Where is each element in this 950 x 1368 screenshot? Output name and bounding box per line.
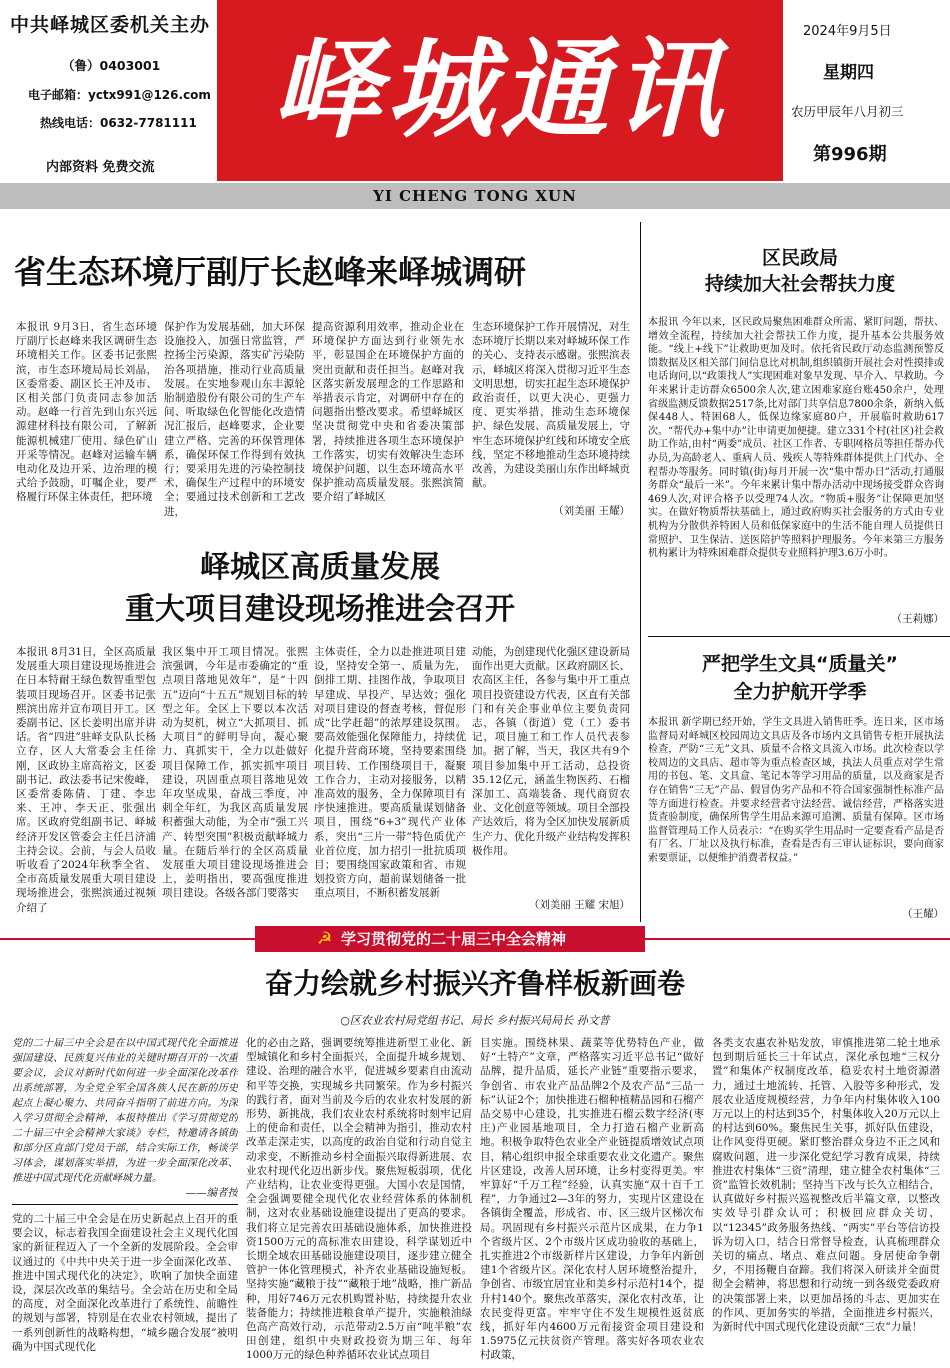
article1-col4: 生态环境保护工作开展情况，对生态环境厅长期以来对峄城环保工作的关心、支持表示感谢。张熙滨表示，峄城区将深入贯彻习近平生态文明思想，切实扛起生态环境保护政治责任，以更大决心、更强力度、更实举措，推动生态环境保护、绿色发展、高质量发展上，守牢生态环境保护红线和环境安全底线，坚定不移地推动生态环境持续改善，为建设美丽山东作出峄城贡献。	[472, 321, 630, 490]
article1-col1: 本报讯 9月3日，省生态环境厅副厅长赵峰来我区调研生态环境相关工作。区委书记张熙滨，市生态环境局局长刘晶，区委常委、副区长王冲及市、区相关部门负责同志参加活动。赵峰一行首先到山东兴远源建材科技有限公司，了解新能源机械建厂使用、绿色矿山开采等情况。赵峰对运输车辆电动化及边开采、边治理的模式给予鼓励，叮嘱企业，要严格履行环保主体责任，把环境	[16, 321, 157, 504]
article2-col1: 本报讯 8月31日，全区高质量发展重大项目建设现场推进会在日本特耐王绿色数智重型包装项目现场召开。区委书记张熙滨出席并宣布项目开工。区委副书记、区长姜明出席并讲话。省“四进”驻峄支队队长杨立存，区人大常委会主任徐刚，区政协主席高裕文，区委副书记、政法委书记宋俊峰，区委常委陈倩、丁建、李忠来、王冲、李天正、张强出席。区政府党组副书记、峄城经济开发区管委会主任吕济浦主持会议。会前，与会人员收听收看了2024年秋季全省、全市高质量发展重大项目建设现场推进会，张熙滨通过视频介绍了	[16, 646, 156, 914]
editor-note-sign: ——编者按	[185, 1187, 238, 1199]
masthead-right	[785, 0, 950, 180]
masthead-left	[0, 0, 215, 180]
article2-headline-line1: 峄城区高质量发展	[200, 550, 440, 585]
email-address: 电子邮箱：yctx991@126.com	[28, 88, 211, 102]
article5-col2: 化的必由之路，强调要统筹推进新型工业化、新型城镇化和乡村全面振兴，全面提升城乡规划、建设、治理的融合水平，促进城乡要素自由流动和平等交换，实现城乡共同繁荣。作为乡村振兴的践行者，面对当前及今后的农业农村发展的新形势，新挑战，我们农业农村系统将时刻牢记肩上的使命和责任，以全会精神为指引，推动农村改革走深走实，以高度的政治自觉和行动自觉主动求变，不断推动乡村全面振兴取得新进展、农业农村现代化迈出新步伐。聚焦短板弱项，优化产业结构，让农业变得更强。大国小农是国情，全会强调要健全现代化农业经营体系的体制机制，这对农业基础设施建设提出了更高的要求。我们将立足完善农田基础设施体系，加快推进投资1500万元的高标准农田建设，科学谋划近中长期全域农田基础设施建设项目，逐步建立健全管护一体化管理模式，补齐农业基础设施短板。坚持实施“藏粮于技”“藏粮于地”战略，推广新品种，用好746万元农机购置补贴，持续提升农业装备能力；持续推进粮食单产提升，实施粮油绿色高产高效行动，示范带动2.5万亩“吨半粮”农田创建，组织中央财政投资为期三年、每年1000万元的绿色种养循环农业试点项目	[246, 1037, 472, 1362]
banner-rule-left	[0, 938, 255, 940]
banner-text: 学习贯彻党的二十届三中全会精神	[341, 930, 567, 948]
article3-body: 本报讯 今年以来，区民政局聚焦困难群众所需、紧盯问题，帮扶、增效全流程，持续加大社会帮扶工作力度，提升基本公共服务效能。“线上+线下”让救助更加及时。依托省民政厅动态监测预警反馈数据及区相关部门间信息比对机制,组织镇街开展社会对性摸排或电话询问,以“政策找人”实现困难对象早发现、早介入、早救助。今年来累计走访群众6500余人次,建立困难家庭台账450余户，处理省级监测反馈数据2517条,比对部门共享信息7800余条，新纳入低保448人、特困68人，低保边缘家庭80户，开展临时救助617次。“帮代办+集中办”让申请更加便捷。建立331个村(社区)社会救助工作站,由村“两委”成员、社区工作者、专职网格员等担任帮办代办员,为高龄老人、重病人员、残疾人等特殊群体提供上门代办、全程帮办等服务。同时镇(街)每月开展一次“集中帮办日”活动,打通服务群众“最后一米”。今年来累计集中帮办活动中现场接受群众咨询469人次,对评合格予以受理74人次。“物质+服务”让保障更加坚实。在做好物质帮扶基础上，通过政府购买社会服务的方式由专业机构为分散供养特困人员和低保家庭中的生活不能自理人员提供日常照护、卫生保洁、送医陪护等照料护理服务。今年来第三方服务机构累计为特殊困难群众提供专业照料护理3.6万小时。	[648, 317, 944, 560]
article4-body: 本报讯 新学期已经开始，学生文具进入销售旺季。连日来，区市场监督局对峄城区校园周边文具店及各市场内文具销售专柜开展执法检查，严防“三无”文具、质量不合格文具流入市场。此次检查以学校周边的文具店、超市等为重点检查区域，执法人员重点对学生常用的书包、笔、文具盒、笔记本等学习用品的质量，以及商家是否存在销售“三无”产品、假冒伪劣产品和不符合国家强制性标准产品等方面进行检查。并要求经营者守法经营、诚信经营，严格落实进货查验制度，确保所售学生用品来源可追溯、质量有保障。区市场监督管理局工作人员表示：“在购买学生用品时一定要查看产品是否有厂名、厂址以及执行标准，查看是否有三审认证标识，要向商家索要票证，以便维护消费者权益。”	[648, 717, 944, 864]
editor-note-text: 党的二十届三中全会是在以中国式现代化全面推进强国建设、民族复兴伟业的关键时期召开的一次重要会议，会议对新时代如何进一步全面深化改革作出系统部署，为全党全军全国各族人民在新的历史起点上凝心聚力、共同奋斗指明了前进方向。为深入学习贯彻全会精神，本报特推出《学习贯彻党的二十届三中全会精神大家谈》专栏，特邀请各镇街和部分区直部门党员干部，结合实际工作，畅谈学习体会，谋划落实举措，为进一步全面深化改革、推进中国式现代化贡献峄城力量。	[12, 1038, 238, 1184]
issue-date: 2024年9月5日	[803, 24, 892, 39]
editor-note	[12, 1036, 238, 1202]
editor-note-divider	[12, 1204, 238, 1205]
issue-number: 第996期	[813, 144, 887, 165]
party-banner	[255, 926, 645, 952]
lunar-date: 农历甲辰年八月初三	[791, 104, 904, 119]
article3-byline: （王莉娜）	[891, 613, 944, 625]
article1-headline: 省生态环境厅副厅长赵峰来峄城调研	[14, 253, 527, 291]
sponsor-text: 中共峄城区委机关主办	[10, 14, 211, 36]
article2-col4: 动能，为创建现代化强区建设新局面作出更大贡献。区政府副区长、农高区主任，各参与集中开工重点项目投资建设方代表，区直有关部门和有关企事业单位主要负责同志，各镇（街道）党（工）委书记，项目施工和工作人员代表参加。据了解，当天，我区共有9个项目参加集中开工活动，总投资35.12亿元，涵盖生物医药、石榴深加工、高端装备、现代商贸农业、文化创意等领域。项目全部投产达效后，将为全区加快发展新质生产力、优化升级产业结构发挥积极作用。	[472, 646, 630, 857]
article5-author: ○区农业农村局党组书记、局长 乡村振兴局局长 孙文普	[340, 1014, 610, 1027]
column-divider	[640, 222, 641, 922]
masthead-title-block	[217, 0, 783, 181]
article1-col3: 提高资源利用效率，推动企业在环境保护方面达到行业领先水平，彰显国企在环境保护方面的突出贡献和责任担当。赵峰对我区落实新发展理念的工作思路和举措表示肯定，对调研中存在的问题指出整改要求。希望峄城区坚决贯彻党中央和省委决策部署，持续推进各项生态环境保护工作落实，切实有效解决生态环境保护问题，以生态环境高水平保护推动高质量发展。张熙滨简要介绍了峄城区	[312, 321, 464, 504]
article4-headline-line1: 严把学生文具“质量关”	[702, 653, 898, 675]
article1-byline: （刘美丽 王耀）	[553, 505, 630, 517]
masthead-title: 峄城通讯	[271, 28, 728, 153]
registration-number: （鲁）0403001	[62, 58, 161, 73]
right-section-rule	[648, 636, 950, 637]
masthead-pinyin: YI CHENG TONG XUN	[373, 187, 577, 205]
article5-col4: 各类支农惠农补贴发放，审慎推进第二轮土地承包到期后延长三十年试点，深化承包地“三权分置”和集体产权制度改革，稳妥农村土地资源潜力，通过土地流转、托管、入股等多种形式，发展农业适度规模经营，力争年内村集体收入100万元以上的村达到35个，村集体收入20万元以上的村达到60%。聚焦民生关事，抓好队伍建设，让作风变得更硬。紧盯整治群众身边不正之风和腐败问题，进一步深化党纪学习教育成果，持续推进农村集体“三资”清理，建立健全农村集体“三资”监管长效机制；坚持当下改与长久立相结合，认真做好乡村振兴巡视整改后半篇文章，以整改实效导引群众认可；积极回应群众关切，以“12345”政务服务热线、“两实”平台等信访投诉为切入口，结合日常督导检查，认真梳理群众关切的痛点、堵点、难点问题。身居使命争朝夕，不用扬鞭自奋蹄。我们将深入研读并全面贯彻全会精神，将思想和行动统一到各级党委政府的决策部署上来，以更加昂扬的斗志、更加实在的作风、更加务实的举措，全面推进乡村振兴，为新时代中国式现代化建设贡献“三农”力量！	[712, 1037, 940, 1334]
article5-headline: 奋力绘就乡村振兴齐鲁样板新画卷	[264, 967, 685, 1000]
issue-weekday: 星期四	[823, 63, 874, 83]
circulation-notice: 内部资料 免费交流	[46, 160, 155, 175]
article2-col2: 我区集中开工项目情况。张熙滨强调，今年是市委确定的“重点项目落地见效年”，是“十四五”迈向“十五五”规划目标的转型之年。全区上下要以本次活动为契机，树立“大抓项目、抓大项目”的鲜明导向，凝心聚力、真抓实干，全力以赴做好项目保障工作，抓实抓牢项目建设，巩固重点项目落地见效年攻坚成果，奋战三季度，冲刺全年红，为我区高质量发展积蓄强大动能，为全市“强工兴产、转型突围”积极贡献峄城力量。在随后举行的全区高质量发展重大项目建设现场推进会上，姜明指出，要高强度推进项目建设。各级各部门要落实	[162, 646, 308, 900]
banner-rule-right	[645, 938, 950, 940]
pinyin-bar	[0, 183, 950, 209]
article2-headline-line2: 重大项目建设现场推进会召开	[125, 592, 515, 627]
article1-col2: 保护作为发展基础，加大环保设施投入，加强日常监管，严控扬尘污染源，落实矿污染防治各项措施，推动行业高质量发展。在实地参观山东丰源轮胎制造股份有限公司的生产车间、听取绿色化智能化改造情况汇报后，赵峰要求，企业要建立严格、完善的环保管理体系，确保环保工作得到有效执行；要采用先进的污染控制技术，确保生产过程中的环境安全；要通过技术创新和工艺改进，	[164, 321, 305, 518]
article5-col1: 党的二十届三中全会是在历史新起点上召开的重要会议，标志着我国全面建设社会主义现代化国家的新征程迈入了一个全新的发展阶段。全会审议通过的《中共中央关于进一步全面深化改革、推进中国式现代化的决定》，吹响了加快全面建设，深层次改革的集结号。全会站在历史和全局的高度，对全面深化改革进行了系统性、前瞻性的规划与部署，特别是在农业农村领域，提出了一系列创新性的战略构想，“城乡融合发展”被明确为中国式现代化	[12, 1213, 238, 1353]
article4-byline: （王耀）	[902, 908, 944, 920]
hotline-number: 热线电话：0632-7781111	[40, 116, 197, 130]
article5-col3: 目实施。围绕林果、蔬菜等优势特色产业，做好“土特产”文章，严格落实习近平总书记“做好品牌，提升品质，延长产业链”重要指示要求，争创省、市农业产品品牌2个及农产品“三品一标”认证2个；加快推进石榴种植精品园和石榴产品交易中心建设，扎实推进石榴云数字经济(枣庄)产业园基地项目，全力打造石榴产业新高地。积极争取特色农业全产业链提质增效试点项目，精心组织申报全球重要农业文化遗产。聚焦片区建设，改善人居环境，让乡村变得更美。牢牢算好“千万工程”经验，认真实施“双十百千工程”，力争通过2—3年的努力，实现片区建设在各镇街全覆盖，形成省、市、区三级片区梯次布局。巩固现有乡村振兴示范片区成果，在力争1个省级片区、2个市级片区成功验收的基础上，扎实推进2个市级新样片区建设，力争年内新创建1个省级片区。深化农村人居环境整治提升，争创省、市级宜居宜业和美乡村示范村14个，提升村140个。聚焦改革落实，深化农村改革，让农民变得更富。牢牢守住不发生规模性返贫底线，抓好年内4600万元衔接资金项目建设和1.5975亿元扶贫资产管理。落实好各项农业农村政策，	[480, 1037, 704, 1362]
article3-headline-line2: 持续加大社会帮扶力度	[704, 273, 895, 295]
article3-headline-line1: 区民政局	[761, 247, 838, 269]
article2-col3: 主体责任，全力以赴推进项目建设，坚持安全第一、质量为先，倒排工期、挂图作战，争取项目早建成、早投产、早达效；强化对项目建设的督查考核，督促形成“比学赶超”的浓厚建设氛围。要高效能强化保障能力，持续优化提升营商环境，坚持要素围绕项目转、工作围绕项目干，凝聚工作合力，主动对接服务，以精准高效的服务，全力保障项目有序快速推进。要高质量谋划储备项目，围绕“6+3”现代产业体系，突出“三片一带”特色质优产业首位度，加力招引一批抗质项目；要围绕国家政策和省、市规划投资方向，超前谋划储备一批重点项目，不断积蓄发展新	[314, 646, 466, 900]
party-emblem-icon: ☭	[317, 929, 333, 949]
article2-byline: （刘美丽 王耀 宋旭）	[528, 899, 630, 911]
article4-headline-line2: 全力护航开学季	[733, 681, 867, 703]
